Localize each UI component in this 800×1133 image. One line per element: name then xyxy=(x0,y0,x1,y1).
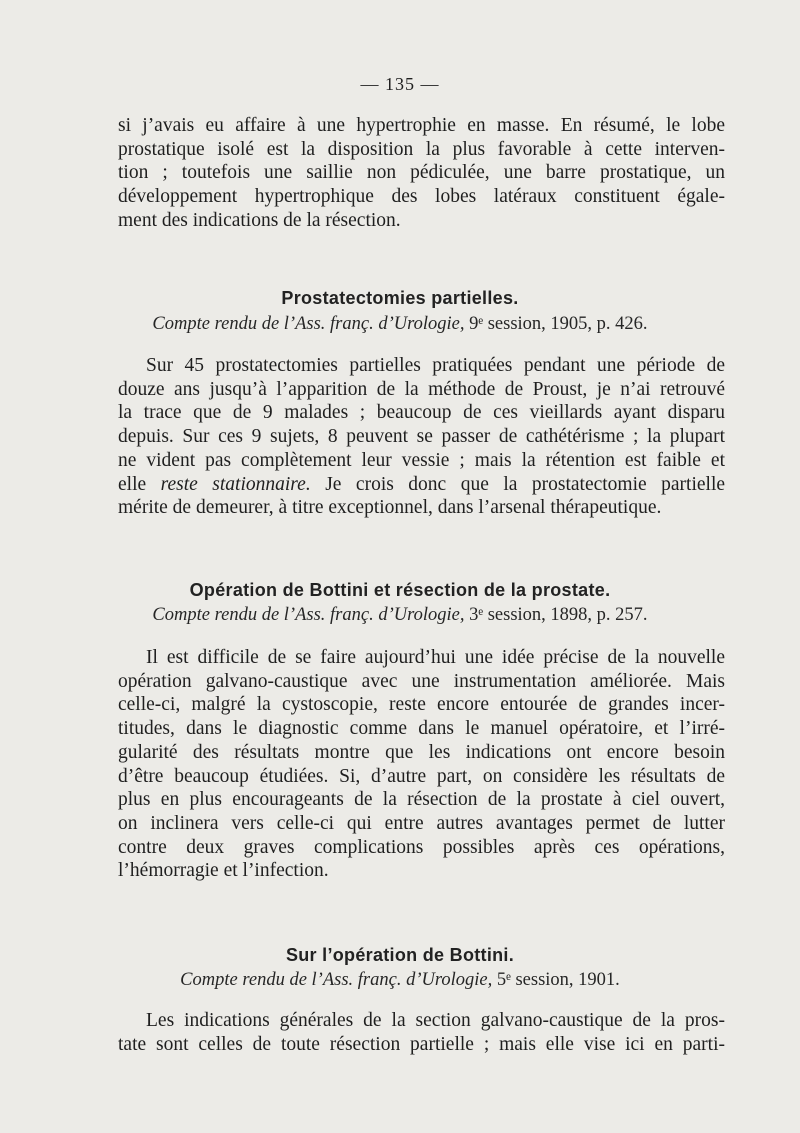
text-line: développement hypertrophique des lobes latéraux constituent égale- xyxy=(118,186,725,208)
section-title-prostatectomies: Prostatectomies partielles. xyxy=(281,288,519,308)
text-line: tate sont celles de toute résection partielle ; mais elle vise ici en parti- xyxy=(118,1033,725,1055)
text-fragment: elle xyxy=(118,473,147,495)
text-line: ment des indications de la résection. xyxy=(118,209,401,231)
text-fragment: Je crois donc que la prostatectomie partielle xyxy=(325,473,726,495)
citation-details: 3ᵉ session, 1898, p. 257. xyxy=(469,605,648,625)
section-title-bottini-resection: Opération de Bottini et résection de la prostate. xyxy=(189,580,611,600)
citation-journal: Compte rendu de l’Ass. franç. d’Urologie, xyxy=(180,970,493,990)
text-line xyxy=(118,473,725,497)
text-line: si j’avais eu affaire à une hypertrophie en masse. En résumé, le lobe xyxy=(118,115,725,136)
text-line: douze ans jusqu’à l’apparition de la méthode de Proust, je n’ai retrouvé xyxy=(118,378,725,400)
text-line: Les indications générales de la section galvano-caustique de la pros- xyxy=(146,1010,725,1031)
text-line: mérite de demeurer, à titre exceptionnel, dans l’arsenal thérapeutique. xyxy=(118,497,662,519)
text-line: depuis. Sur ces 9 sujets, 8 peuvent se passer de cathétérisme ; la plupart xyxy=(118,426,725,448)
italic-phrase: reste stationnaire. xyxy=(160,473,311,495)
text-line: ne vident pas complètement leur vessie ; mais la rétention est faible et xyxy=(118,449,725,471)
text-line: la trace que de 9 malades ; beaucoup de ces vieillards ayant disparu xyxy=(118,402,725,424)
bottini-resection-paragraph xyxy=(118,646,725,883)
text-line: prostatique isolé est la disposition la plus favorable à cette interven- xyxy=(118,138,725,160)
text-line: titudes, dans le diagnostic comme dans le manuel opératoire, et l’irré- xyxy=(118,718,725,740)
citation-details: 9ᵉ session, 1905, p. 426. xyxy=(469,314,648,334)
section-citation-prostatectomies xyxy=(0,314,800,335)
text-line: l’hémorragie et l’infection. xyxy=(118,860,329,882)
text-line: celle-ci, malgré la cystoscopie, reste encore entourée de grandes incer- xyxy=(118,694,725,716)
text-line: opération galvano-caustique avec une instrumentation améliorée. Mais xyxy=(118,670,725,692)
text-line: Sur 45 prostatectomies partielles pratiquées pendant une période de xyxy=(146,355,725,376)
section-citation-bottini xyxy=(0,970,800,991)
page-number: — 135 — xyxy=(360,74,440,94)
text-line: Il est difficile de se faire aujourd’hui une idée précise de la nouvelle xyxy=(146,647,725,668)
text-line: plus en plus encourageants de la résection de la prostate à ciel ouvert, xyxy=(118,789,725,811)
section-citation-bottini-resection xyxy=(0,605,800,626)
prostatectomies-paragraph xyxy=(118,354,725,520)
text-line: tion ; toutefois une saillie non pédiculée, une barre prostatique, un xyxy=(118,162,725,184)
text-line: gularité des résultats montre que les indications ont encore besoin xyxy=(118,741,725,763)
text-line: d’être beaucoup étudiées. Si, d’autre part, on considère les résultats de xyxy=(118,765,725,787)
citation-journal: Compte rendu de l’Ass. franç. d’Urologie, xyxy=(152,314,465,334)
citation-details: 5ᵉ session, 1901. xyxy=(496,970,620,990)
citation-journal: Compte rendu de l’Ass. franç. d’Urologie, xyxy=(152,605,465,625)
section-title-bottini: Sur l’opération de Bottini. xyxy=(285,945,515,965)
text-line: contre deux graves complications possibles après ces opérations, xyxy=(118,836,725,858)
text-line: on inclinera vers celle-ci qui entre autres avantages permet de lutter xyxy=(118,812,725,834)
bottini-paragraph xyxy=(118,1009,725,1056)
opening-paragraph xyxy=(118,114,725,233)
